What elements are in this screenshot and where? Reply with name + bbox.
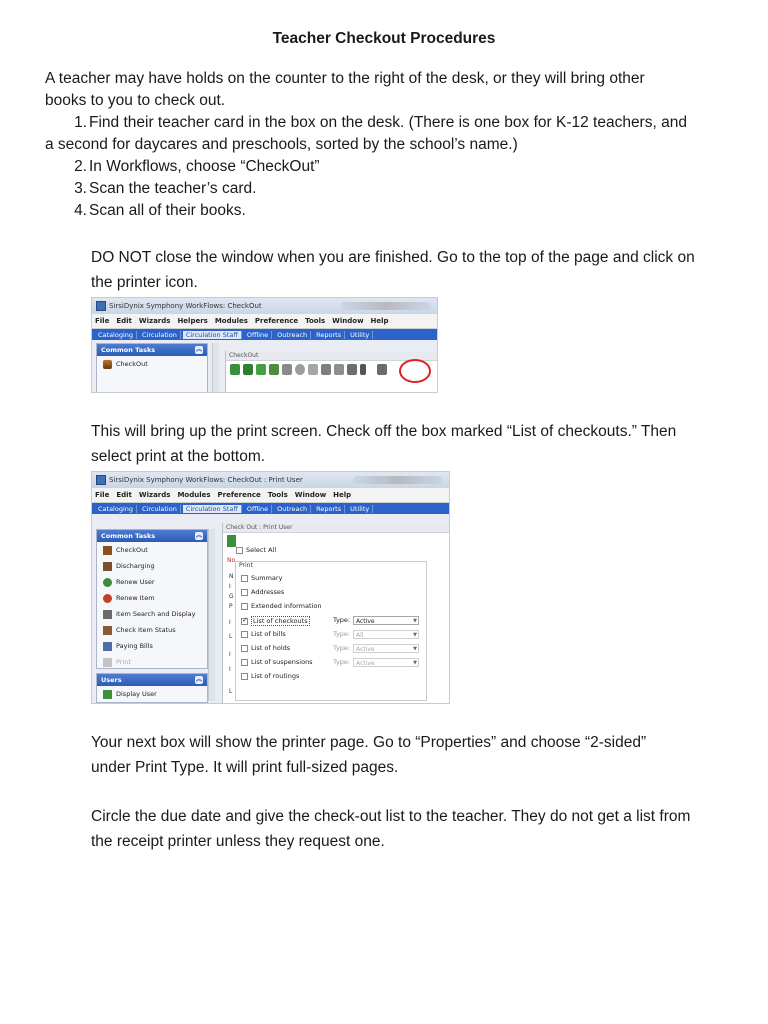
discharging-icon <box>103 562 112 571</box>
step-3 <box>69 178 256 200</box>
menu-file[interactable]: File <box>95 317 110 325</box>
holds-type-select[interactable] <box>353 644 419 653</box>
tab-reports[interactable]: Reports <box>313 331 345 339</box>
checkout-screenshot <box>91 297 438 393</box>
task-item-search[interactable] <box>97 606 207 622</box>
select-all-row <box>236 546 276 554</box>
window-body <box>92 339 437 392</box>
menu-helpers[interactable]: Helpers <box>177 317 208 325</box>
noclose-line-2: the printer icon. <box>91 274 198 291</box>
menu-tools[interactable]: Tools <box>267 491 288 499</box>
task-label: Renew User <box>116 578 155 586</box>
menu-modules[interactable]: Modules <box>214 317 248 325</box>
task-checkout[interactable] <box>97 542 207 558</box>
app-icon <box>96 475 106 485</box>
tab-circulation[interactable]: Circulation <box>139 331 181 339</box>
menu-preference[interactable]: Preference <box>254 317 299 325</box>
task-display-user[interactable] <box>97 686 207 702</box>
dropdown-arrow-icon: ▼ <box>413 632 417 638</box>
option-summary <box>241 574 282 582</box>
window-title: SirsiDynix Symphony WorkFlows: CheckOut : Print User <box>109 476 303 484</box>
common-tasks-panel <box>96 529 208 669</box>
checkout-panel <box>225 351 438 393</box>
menu-edit[interactable]: Edit <box>116 317 132 325</box>
option-label: List of checkouts <box>253 617 308 625</box>
tab-cataloging[interactable]: Cataloging <box>95 505 137 513</box>
task-check-item-status[interactable] <box>97 622 207 638</box>
step-number: 4. <box>74 202 87 219</box>
type-label: Type: <box>333 658 351 666</box>
user-tool-icon[interactable] <box>243 364 253 375</box>
print-user-panel <box>222 523 450 703</box>
option-label: List of suspensions <box>251 658 313 666</box>
step-2 <box>69 156 320 178</box>
task-label: Paying Bills <box>116 642 153 650</box>
window-title: SirsiDynix Symphony WorkFlows: CheckOut <box>109 302 262 310</box>
menu-help[interactable]: Help <box>333 491 352 499</box>
circle-line-1: Circle the due date and give the check-out list to the teacher. They do not get a list from <box>91 808 691 825</box>
panel-header: Check Out : Print User <box>223 523 450 533</box>
menu-edit[interactable]: Edit <box>116 491 132 499</box>
menu-file[interactable]: File <box>95 491 110 499</box>
menu-window[interactable]: Window <box>332 317 364 325</box>
list-of-checkouts-checkbox[interactable] <box>241 618 248 625</box>
type-label: Type: <box>333 616 351 624</box>
menu-window[interactable]: Window <box>294 491 327 499</box>
task-label: Renew Item <box>116 594 155 602</box>
bg-text: P <box>229 603 233 610</box>
menu-tools[interactable]: Tools <box>305 317 326 325</box>
option-suspensions <box>241 658 313 666</box>
task-label: Display User <box>116 690 157 698</box>
printer-line-2: under Print Type. It will print full-sized pages. <box>91 759 399 776</box>
step-4 <box>69 200 246 222</box>
intro-line-1: A teacher may have holds on the counter to the right of the desk, or they will bring other <box>45 70 645 87</box>
option-label: Extended information <box>251 602 322 610</box>
suspensions-type-select[interactable] <box>353 658 419 667</box>
display-user-icon <box>103 690 112 699</box>
list-of-holds-checkbox[interactable] <box>241 645 248 652</box>
item-status-icon <box>103 626 112 635</box>
option-bills <box>241 630 286 638</box>
dropdown-arrow-icon: ▼ <box>413 618 417 624</box>
renew-user-icon <box>103 578 112 587</box>
task-label: CheckOut <box>116 546 148 554</box>
users-panel <box>96 673 208 703</box>
users-header <box>97 674 207 686</box>
note-tool-icon[interactable] <box>347 364 357 375</box>
select-value: Active <box>356 660 375 667</box>
bg-text: I <box>229 651 231 658</box>
select-value: Active <box>356 618 375 625</box>
lock-tool-icon[interactable] <box>308 364 318 375</box>
print-group-label: Print <box>239 562 253 569</box>
option-extended <box>241 602 321 610</box>
checkout-icon <box>103 546 112 555</box>
circle-tool-icon[interactable] <box>295 364 305 375</box>
menu-modules[interactable]: Modules <box>177 491 211 499</box>
menu-wizards[interactable]: Wizards <box>138 317 171 325</box>
list-of-routings-checkbox[interactable] <box>241 673 248 680</box>
step-number: 3. <box>74 180 87 197</box>
select-value: Active <box>356 646 375 653</box>
item-tool-icon[interactable] <box>256 364 266 375</box>
select-all-label: Select All <box>246 546 277 554</box>
common-tasks-panel <box>96 343 208 393</box>
print-icon <box>103 658 112 667</box>
common-tasks-label: Common Tasks <box>101 346 156 354</box>
option-checkouts <box>241 616 310 626</box>
tab-circulation-staff[interactable]: Circulation Staff <box>183 505 242 513</box>
common-tasks-header <box>97 530 207 542</box>
step-text: Find their teacher card in the box on the desk. (There is one box for K-12 teachers, and <box>89 114 687 131</box>
bg-text: L <box>229 633 233 640</box>
checkouts-type-select[interactable] <box>353 616 419 625</box>
checkout-tool-icon[interactable] <box>230 364 240 375</box>
tab-utility[interactable]: Utility <box>347 331 373 339</box>
window-body <box>92 513 449 703</box>
tab-reports[interactable]: Reports <box>313 505 345 513</box>
list-of-bills-checkbox[interactable] <box>241 631 248 638</box>
common-tasks-label: Common Tasks <box>101 532 156 540</box>
bg-text: No <box>227 557 236 564</box>
menu-wizards[interactable]: Wizards <box>138 491 171 499</box>
select-value: All <box>356 632 364 639</box>
bg-text: I <box>229 619 231 626</box>
task-print[interactable] <box>97 654 207 670</box>
step-1 <box>69 112 687 134</box>
task-paying-bills[interactable] <box>97 638 207 654</box>
common-tasks-header <box>97 344 207 356</box>
tab-offline[interactable]: Offline <box>244 331 272 339</box>
list-of-suspensions-checkbox[interactable] <box>241 659 248 666</box>
task-renew-item[interactable] <box>97 590 207 606</box>
menu-bar <box>92 314 437 329</box>
highlight-circle <box>399 359 431 383</box>
page-title: Teacher Checkout Procedures <box>272 30 496 47</box>
paying-bills-icon <box>103 642 112 651</box>
menu-preference[interactable]: Preference <box>217 491 261 499</box>
step-text: In Workflows, choose “CheckOut” <box>89 158 320 175</box>
type-label: Type: <box>333 644 351 652</box>
dropdown-arrow-icon: ▼ <box>413 646 417 652</box>
option-holds <box>241 644 290 652</box>
checkout-icon <box>103 360 112 369</box>
renew-item-icon <box>103 594 112 603</box>
bills-type-select[interactable] <box>353 630 419 639</box>
task-checkout[interactable] <box>97 356 207 372</box>
side-scrollbar[interactable] <box>212 343 219 393</box>
circle-line-2: the receipt printer unless they request one. <box>91 833 385 850</box>
step-number: 1. <box>74 114 87 131</box>
printer-line-1: Your next box will show the printer page. Go to “Properties” and choose “2-sided” <box>91 734 647 751</box>
option-label: List of holds <box>251 644 291 652</box>
window-titlebar <box>92 472 449 488</box>
collapse-icon[interactable]: ︽ <box>195 676 202 683</box>
task-label: Print <box>116 658 131 666</box>
task-label: Check Item Status <box>116 626 176 634</box>
bg-text: I <box>229 583 231 590</box>
tab-outreach[interactable]: Outreach <box>274 505 311 513</box>
menu-help[interactable]: Help <box>370 317 389 325</box>
step-text: Scan all of their books. <box>89 202 246 219</box>
item-search-icon <box>103 610 112 619</box>
intro-line-2: books to you to check out. <box>45 92 226 109</box>
task-renew-user[interactable] <box>97 574 207 590</box>
dropdown-arrow-icon: ▼ <box>413 660 417 666</box>
task-discharging[interactable] <box>97 558 207 574</box>
collapse-icon[interactable]: ︽ <box>195 532 202 539</box>
side-scrollbar[interactable] <box>208 529 215 701</box>
noclose-line-1: DO NOT close the window when you are finished. Go to the top of the page and click on <box>91 249 695 266</box>
print-line-1: This will bring up the print screen. Check off the box marked “List of checkouts.” Then <box>91 423 677 440</box>
tab-outreach[interactable]: Outreach <box>274 331 311 339</box>
print-line-2: select print at the bottom. <box>91 448 266 465</box>
addresses-checkbox[interactable] <box>241 589 248 596</box>
titlebar-blur <box>341 302 431 310</box>
menu-bar <box>92 488 449 503</box>
printer-icon[interactable] <box>377 364 387 375</box>
step-text: Scan the teacher’s card. <box>89 180 257 197</box>
users-label: Users <box>101 676 122 684</box>
option-label: List of routings <box>251 672 300 680</box>
panel-header: CheckOut <box>226 351 438 361</box>
tab-offline[interactable]: Offline <box>244 505 272 513</box>
task-label: Item Search and Display <box>116 610 196 618</box>
summary-checkbox[interactable] <box>241 575 248 582</box>
hold-tool-icon[interactable] <box>282 364 292 375</box>
app-icon <box>96 301 106 311</box>
select-all-checkbox[interactable] <box>236 547 243 554</box>
option-routings <box>241 672 299 680</box>
type-label: Type: <box>333 630 351 638</box>
print-user-screenshot <box>91 471 450 704</box>
step-number: 2. <box>74 158 87 175</box>
task-label: Discharging <box>116 562 155 570</box>
separator-tool-icon <box>360 364 366 375</box>
collapse-icon[interactable]: ︽ <box>195 346 202 353</box>
titlebar-blur <box>353 476 443 484</box>
tab-circulation-staff[interactable]: Circulation Staff <box>183 331 242 339</box>
option-label: List of bills <box>251 630 286 638</box>
step-1-continued: a second for daycares and preschools, sorted by the school’s name.) <box>45 136 518 153</box>
renew-tool-icon[interactable] <box>269 364 279 375</box>
option-addresses <box>241 588 284 596</box>
option-label: Addresses <box>251 588 285 596</box>
bg-text: G <box>229 593 234 600</box>
window-titlebar <box>92 298 437 314</box>
bg-text: N <box>229 573 234 580</box>
tab-circulation[interactable]: Circulation <box>139 505 181 513</box>
bg-text: L <box>229 688 233 695</box>
task-label: CheckOut <box>116 360 148 368</box>
extended-info-checkbox[interactable] <box>241 603 248 610</box>
option-label: Summary <box>251 574 283 582</box>
tab-utility[interactable]: Utility <box>347 505 373 513</box>
tab-cataloging[interactable]: Cataloging <box>95 331 137 339</box>
arrows-tool-icon[interactable] <box>334 364 344 375</box>
bg-text: I <box>229 666 231 673</box>
user-tool-icon[interactable] <box>227 535 236 547</box>
stack-tool-icon[interactable] <box>321 364 331 375</box>
